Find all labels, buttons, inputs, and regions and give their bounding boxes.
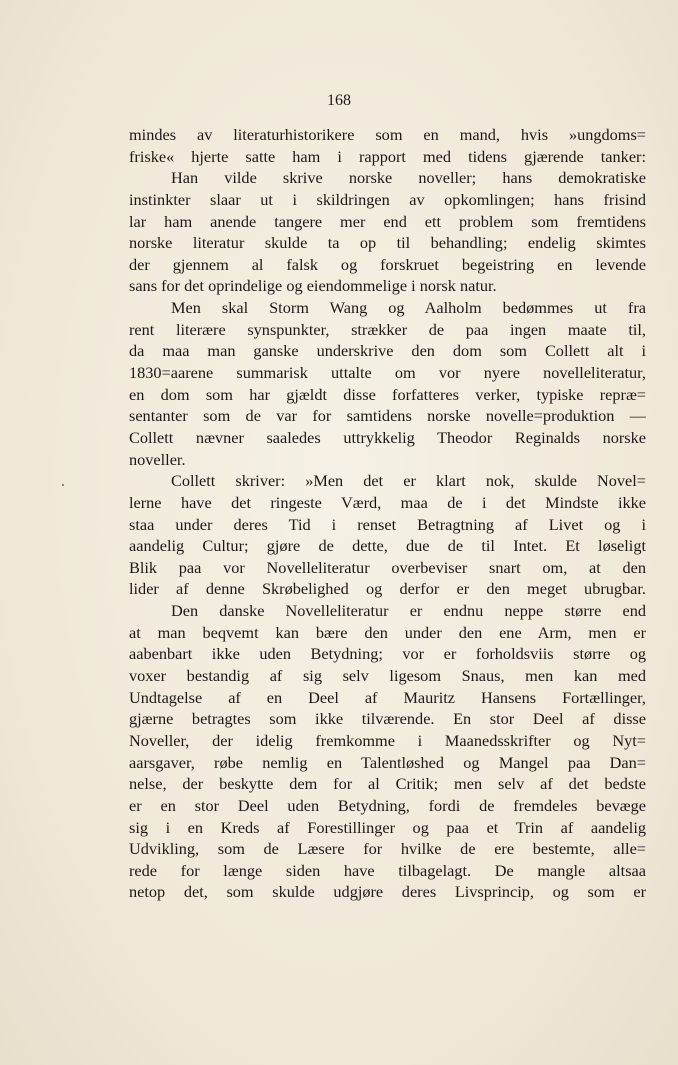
text-line: sig i en Kreds af Forestillinger og paa et Trin af aandelig	[129, 817, 646, 837]
body-text	[129, 124, 646, 903]
text-line: lar ham anende tangere mer end ett problem som fremtidens	[129, 211, 646, 231]
text-line: Men skal Storm Wang og Aalholm bedømmes ut fra	[171, 298, 646, 318]
text-line: aarsgaver, røbe nemlig en Talentløshed og Mangel paa Dan=	[129, 752, 646, 772]
text-line: 1830=aarene summarisk uttalte om vor nyere novelleliteratur,	[129, 363, 646, 383]
text-line: at man beqvemt kan bære den under den ene Arm, men er	[129, 622, 646, 642]
text-line: Noveller, der idelig fremkomme i Maanedsskrifter og Nyt=	[129, 730, 646, 750]
text-line: rent literære synspunkter, strækker de paa ingen maate til,	[129, 319, 646, 339]
text-line: sans for det oprindelige og eiendommelige i norsk natur.	[129, 276, 497, 296]
text-line: Blik paa vor Novelleliteratur overbeviser snart om, at den	[129, 557, 646, 577]
text-line: Collett nævner saaledes uttrykkelig Theodor Reginalds norske	[129, 427, 646, 447]
text-line: netop det, som skulde udgjøre deres Livsprincip, og som er	[129, 882, 646, 902]
paper-speck	[62, 484, 64, 486]
page-number: 168	[327, 92, 351, 109]
text-line: gjærne betragtes som ikke tilværende. En stor Deel af disse	[129, 709, 646, 729]
text-line: Udvikling, som de Læsere for hvilke de ere bestemte, alle=	[129, 839, 646, 859]
text-line: voxer bestandig af sig selv ligesom Snaus, men kan med	[129, 666, 646, 686]
text-line: noveller.	[129, 449, 186, 469]
text-line: instinkter slaar ut i skildringen av opkomlingen; hans frisind	[129, 189, 646, 209]
text-line: der gjennem al falsk og forskruet begeistring en levende	[129, 254, 646, 274]
text-line: lerne have det ringeste Værd, maa de i det Mindste ikke	[129, 492, 646, 512]
text-line: lider af denne Skrøbelighed og derfor er den meget ubrugbar.	[129, 579, 646, 599]
text-line: Han vilde skrive norske noveller; hans demokratiske	[171, 168, 646, 188]
text-line: da maa man ganske underskrive den dom som Collett alt i	[129, 341, 646, 361]
text-line: aabenbart ikke uden Betydning; vor er forholdsviis større og	[129, 644, 646, 664]
text-line: rede for længe siden have tilbagelagt. De mangle altsaa	[129, 860, 646, 880]
text-line: er en stor Deel uden Betydning, fordi de fremdeles bevæge	[129, 795, 646, 815]
text-line: Den danske Novelleliteratur er endnu neppe større end	[171, 601, 646, 621]
text-line: friske« hjerte satte ham i rapport med tidens gjærende tanker:	[129, 146, 646, 166]
text-line: sentanter som de var for samtidens norske novelle=produktion —	[129, 406, 646, 426]
text-line: nelse, der beskytte dem for al Critik; men selv af det bedste	[129, 774, 646, 794]
text-line: aandelig Cultur; gjøre de dette, due de til Intet. Et løseligt	[129, 536, 646, 556]
text-line: Collett skriver: »Men det er klart nok, skulde Novel=	[171, 471, 646, 491]
text-line: staa under deres Tid i renset Betragtning af Livet og i	[129, 514, 646, 534]
text-line: norske literatur skulde ta op til behandling; endelig skimtes	[129, 233, 646, 253]
text-line: mindes av literaturhistorikere som en mand, hvis »ungdoms=	[129, 125, 646, 144]
text-line: Undtagelse af en Deel af Mauritz Hansens Fortællinger,	[129, 687, 646, 707]
text-line: en dom som har gjældt disse forfatteres verker, typiske repræ=	[129, 384, 646, 404]
